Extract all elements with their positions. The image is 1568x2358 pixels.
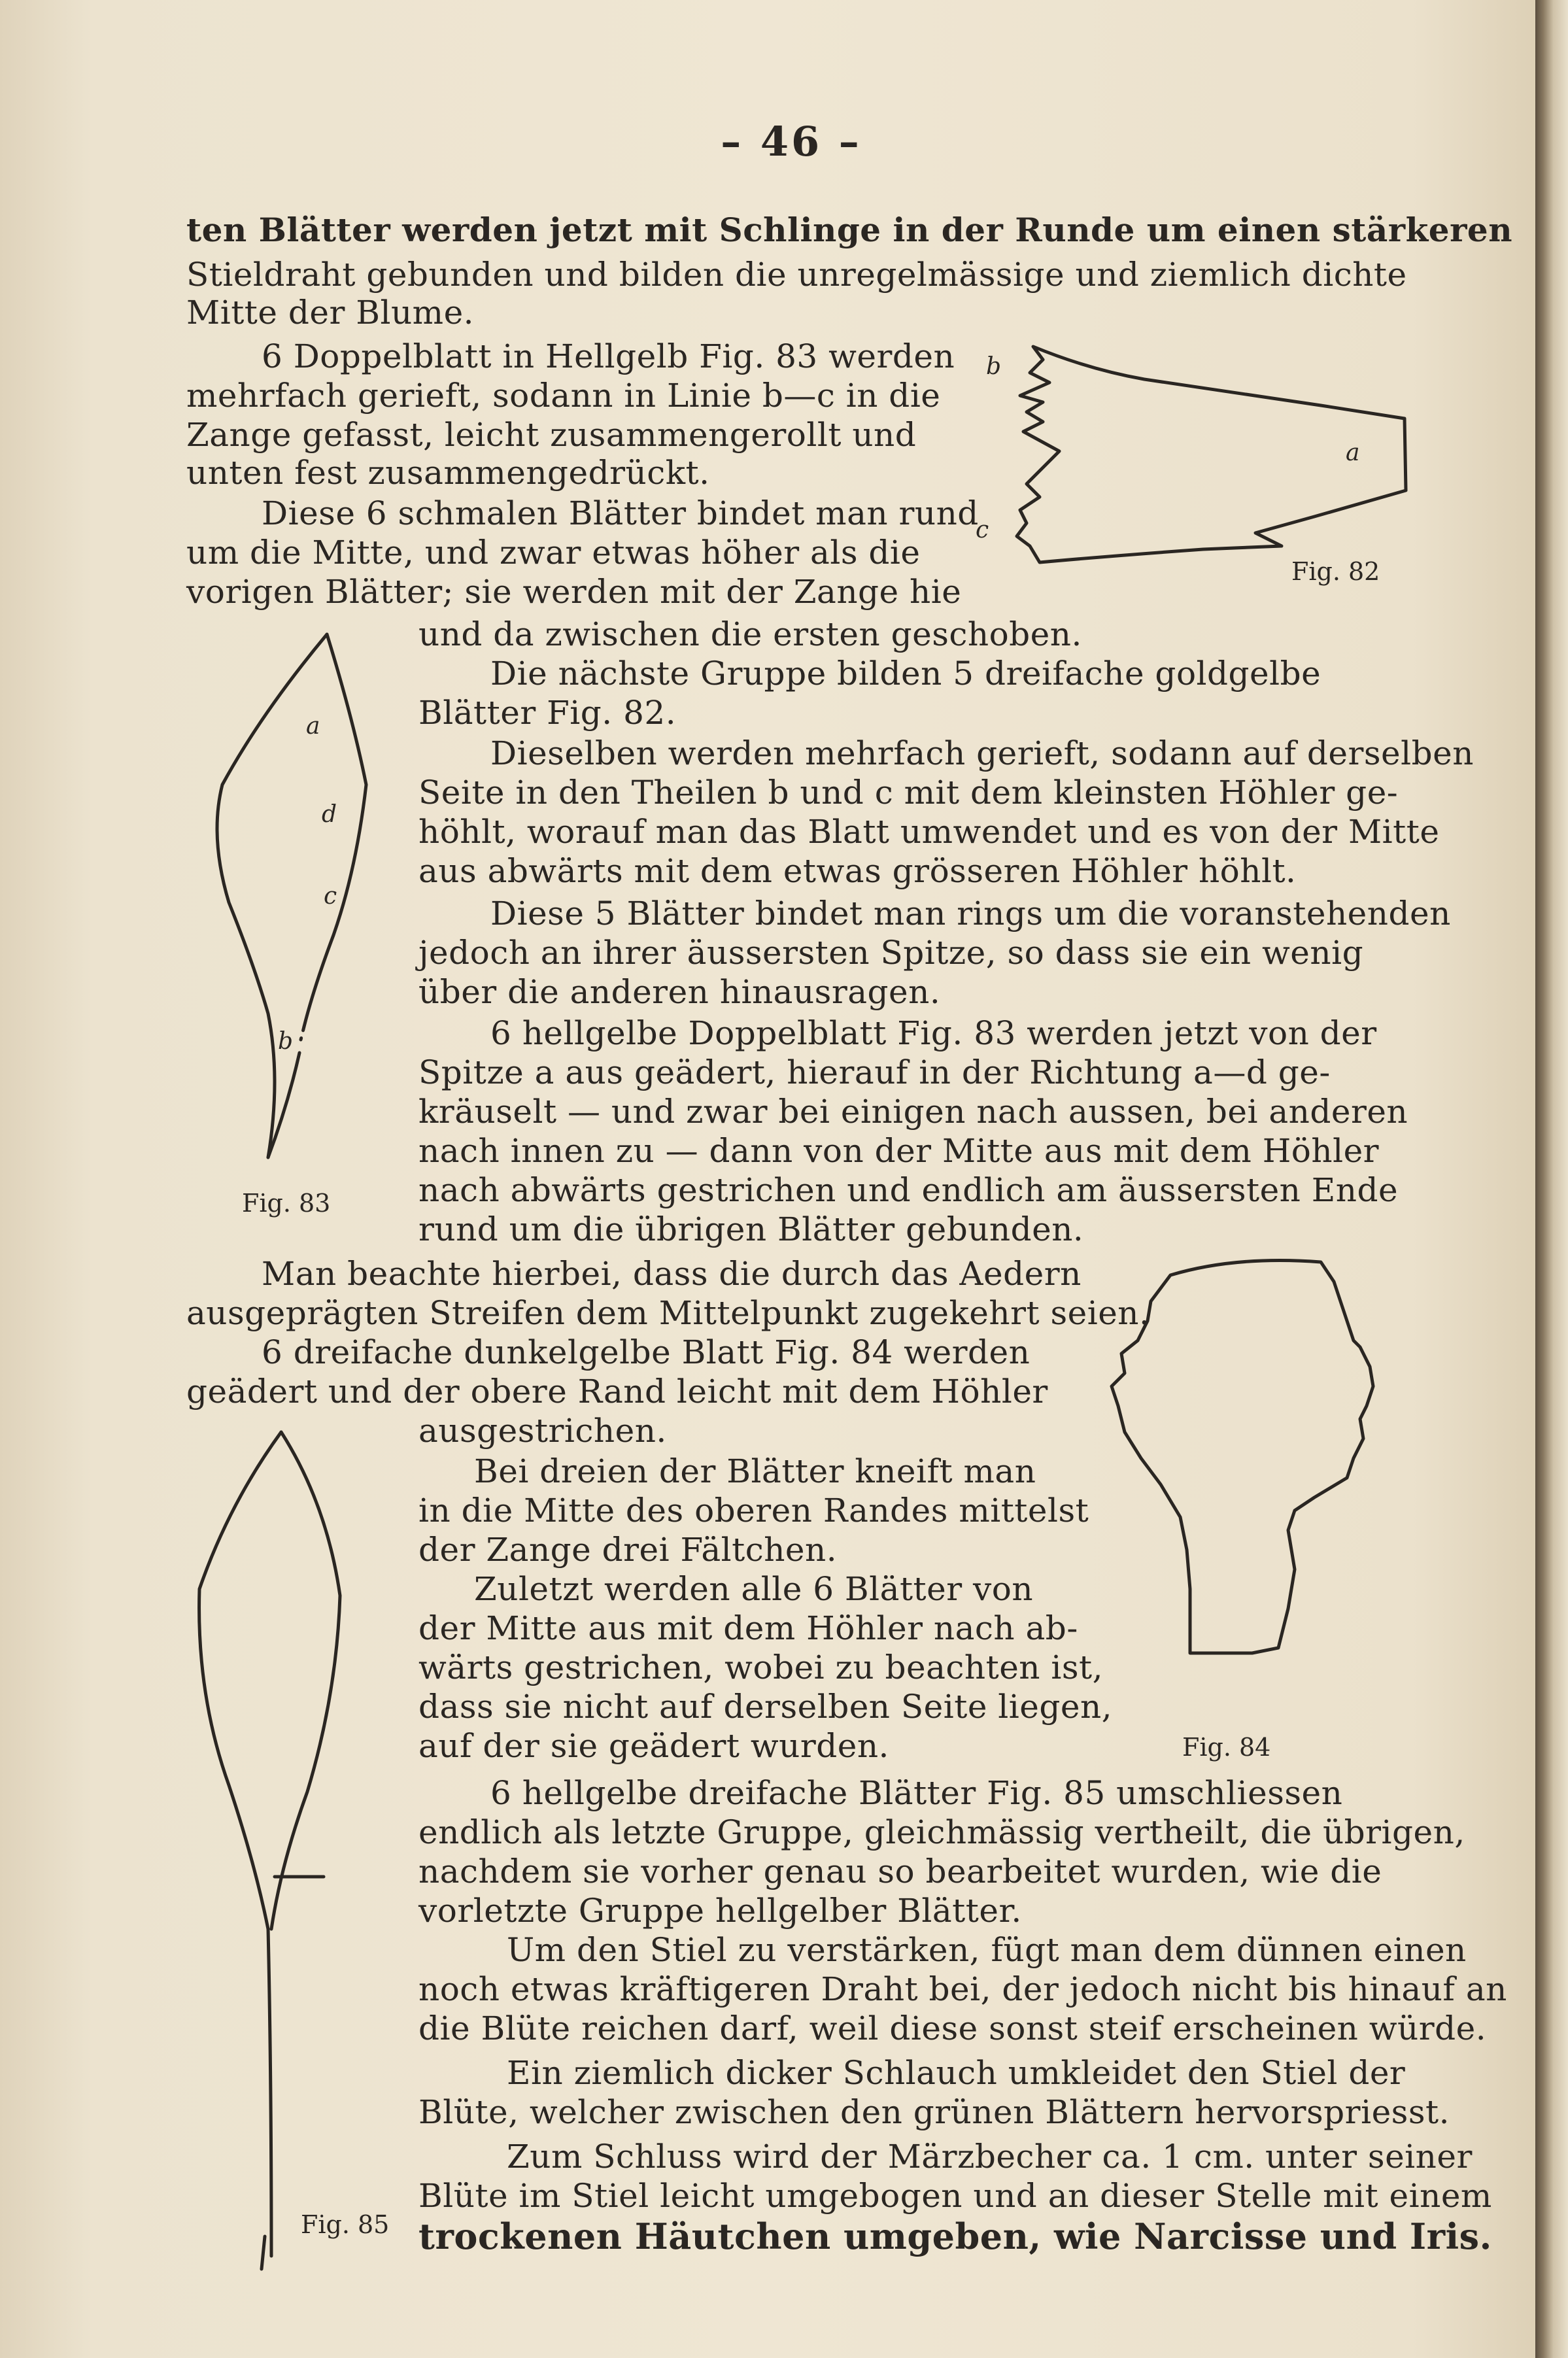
text-line: mehrfach gerieft, sodann in Linie b—c in die [186, 377, 941, 415]
text-line: auf der sie geädert wurden. [418, 1727, 889, 1765]
text-line: vorigen Blätter; sie werden mit der Zange hie [186, 573, 962, 611]
figure-83-caption: Fig. 83 [242, 1189, 331, 1218]
figure-82-label: c [976, 517, 989, 543]
text-line: trockenen Häutchen umgeben, wie Narcisse und Iris. [418, 2215, 1492, 2257]
text-line: nach innen zu — dann von der Mitte aus mit dem Höhler [418, 1132, 1380, 1170]
text-line: 6 Doppelblatt in Hellgelb Fig. 83 werden [262, 337, 955, 375]
text-line: Man beachte hierbei, dass die durch das Aedern [262, 1255, 1082, 1293]
text-line: endlich als letzte Gruppe, gleichmässig vertheilt, die übrigen, [418, 1813, 1465, 1851]
text-line: in die Mitte des oberen Randes mittelst [418, 1492, 1089, 1529]
text-line: Diese 6 schmalen Blätter bindet man rund [262, 494, 979, 532]
figure-84-caption: Fig. 84 [1182, 1733, 1271, 1762]
text-line: 6 hellgelbe dreifache Blätter Fig. 85 umschliessen [490, 1774, 1343, 1812]
text-line: ausgeprägten Streifen dem Mittelpunkt zugekehrt seien. [186, 1294, 1150, 1332]
text-line: Blüte im Stiel leicht umgebogen und an dieser Stelle mit einem [418, 2177, 1492, 2215]
figure-83-label: a [306, 713, 320, 740]
text-line: Mitte der Blume. [186, 294, 475, 332]
figure-83-drawing [196, 621, 392, 1190]
text-line: wärts gestrichen, wobei zu beachten ist, [418, 1649, 1104, 1686]
text-line: Ein ziemlich dicker Schlauch umkleidet den Stiel der [507, 2054, 1406, 2092]
text-line: über die anderen hinausragen. [418, 973, 941, 1011]
figure-83-label: d [322, 801, 337, 828]
text-line: Zum Schluss wird der Märzbecher ca. 1 cm. unter seiner [507, 2138, 1473, 2176]
text-line: die Blüte reichen darf, weil diese sonst steif erscheinen würde. [418, 2009, 1487, 2047]
text-line: Seite in den Theilen b und c mit dem kleinsten Höhler ge- [418, 774, 1399, 812]
text-line: ten Blätter werden jetzt mit Schlinge in der Runde um einen stärkeren [186, 211, 1513, 249]
page-number: – 46 – [721, 118, 862, 165]
text-line: ausgestrichen. [418, 1412, 667, 1450]
text-line: Um den Stiel zu verstärken, fügt man dem dünnen einen [507, 1931, 1467, 1969]
text-line: 6 dreifache dunkelgelbe Blatt Fig. 84 werden [262, 1333, 1031, 1371]
text-line: Diese 5 Blätter bindet man rings um die voranstehenden [490, 895, 1451, 932]
page-binding-edge [1535, 0, 1568, 2358]
text-line: jedoch an ihrer äussersten Spitze, so dass sie ein wenig [418, 934, 1364, 972]
text-line: unten fest zusammengedrückt. [186, 454, 710, 492]
text-line: kräuselt — und zwar bei einigen nach aussen, bei anderen [418, 1093, 1408, 1131]
figure-82-label: a [1346, 439, 1360, 466]
text-line: um die Mitte, und zwar etwas höher als die [186, 534, 921, 572]
text-line: Zuletzt werden alle 6 Blätter von [474, 1570, 1034, 1608]
figure-85-caption: Fig. 85 [301, 2210, 390, 2239]
text-line: Die nächste Gruppe bilden 5 dreifache goldgelbe [490, 655, 1321, 692]
text-line: nach abwärts gestrichen und endlich am äussersten Ende [418, 1171, 1399, 1209]
text-line: rund um die übrigen Blätter gebunden. [418, 1210, 1084, 1248]
figure-82-caption: Fig. 82 [1291, 557, 1380, 586]
text-line: Zange gefasst, leicht zusammengerollt und [186, 416, 917, 454]
text-line: Dieselben werden mehrfach gerieft, sodann auf derselben [490, 734, 1474, 772]
text-line: Stieldraht gebunden und bilden die unregelmässige und ziemlich dichte [186, 256, 1407, 294]
text-line: Spitze a aus geädert, hierauf in der Richtung a—d ge- [418, 1053, 1331, 1091]
text-line: nachdem sie vorher genau so bearbeitet wurden, wie die [418, 1853, 1382, 1890]
text-line: vorletzte Gruppe hellgelber Blätter. [418, 1892, 1022, 1930]
figure-85-drawing [183, 1419, 353, 2282]
figure-83-label: c [324, 883, 337, 910]
text-line: Blüte, welcher zwischen den grünen Blättern hervorspriesst. [418, 2093, 1450, 2131]
text-line: höhlt, worauf man das Blatt umwendet und es von der Mitte [418, 813, 1440, 851]
text-line: geädert und der obere Rand leicht mit dem Höhler [186, 1373, 1048, 1410]
text-line: der Zange drei Fältchen. [418, 1531, 838, 1569]
figure-84-drawing [1099, 1242, 1386, 1739]
text-line: 6 hellgelbe Doppelblatt Fig. 83 werden jetzt von der [490, 1014, 1377, 1052]
text-line: noch etwas kräftigeren Draht bei, der jedoch nicht bis hinauf an [418, 1970, 1507, 2008]
text-line: Blätter Fig. 82. [418, 694, 677, 732]
text-line: aus abwärts mit dem etwas grösseren Höhler höhlt. [418, 852, 1297, 890]
text-line: und da zwischen die ersten geschoben. [418, 615, 1082, 653]
figure-82-label: b [986, 353, 1002, 380]
figure-83-label: b [278, 1028, 294, 1055]
text-line: dass sie nicht auf derselben Seite liegen, [418, 1688, 1113, 1726]
text-line: Bei dreien der Blätter kneift man [474, 1452, 1036, 1490]
text-line: der Mitte aus mit dem Höhler nach ab- [418, 1609, 1078, 1647]
